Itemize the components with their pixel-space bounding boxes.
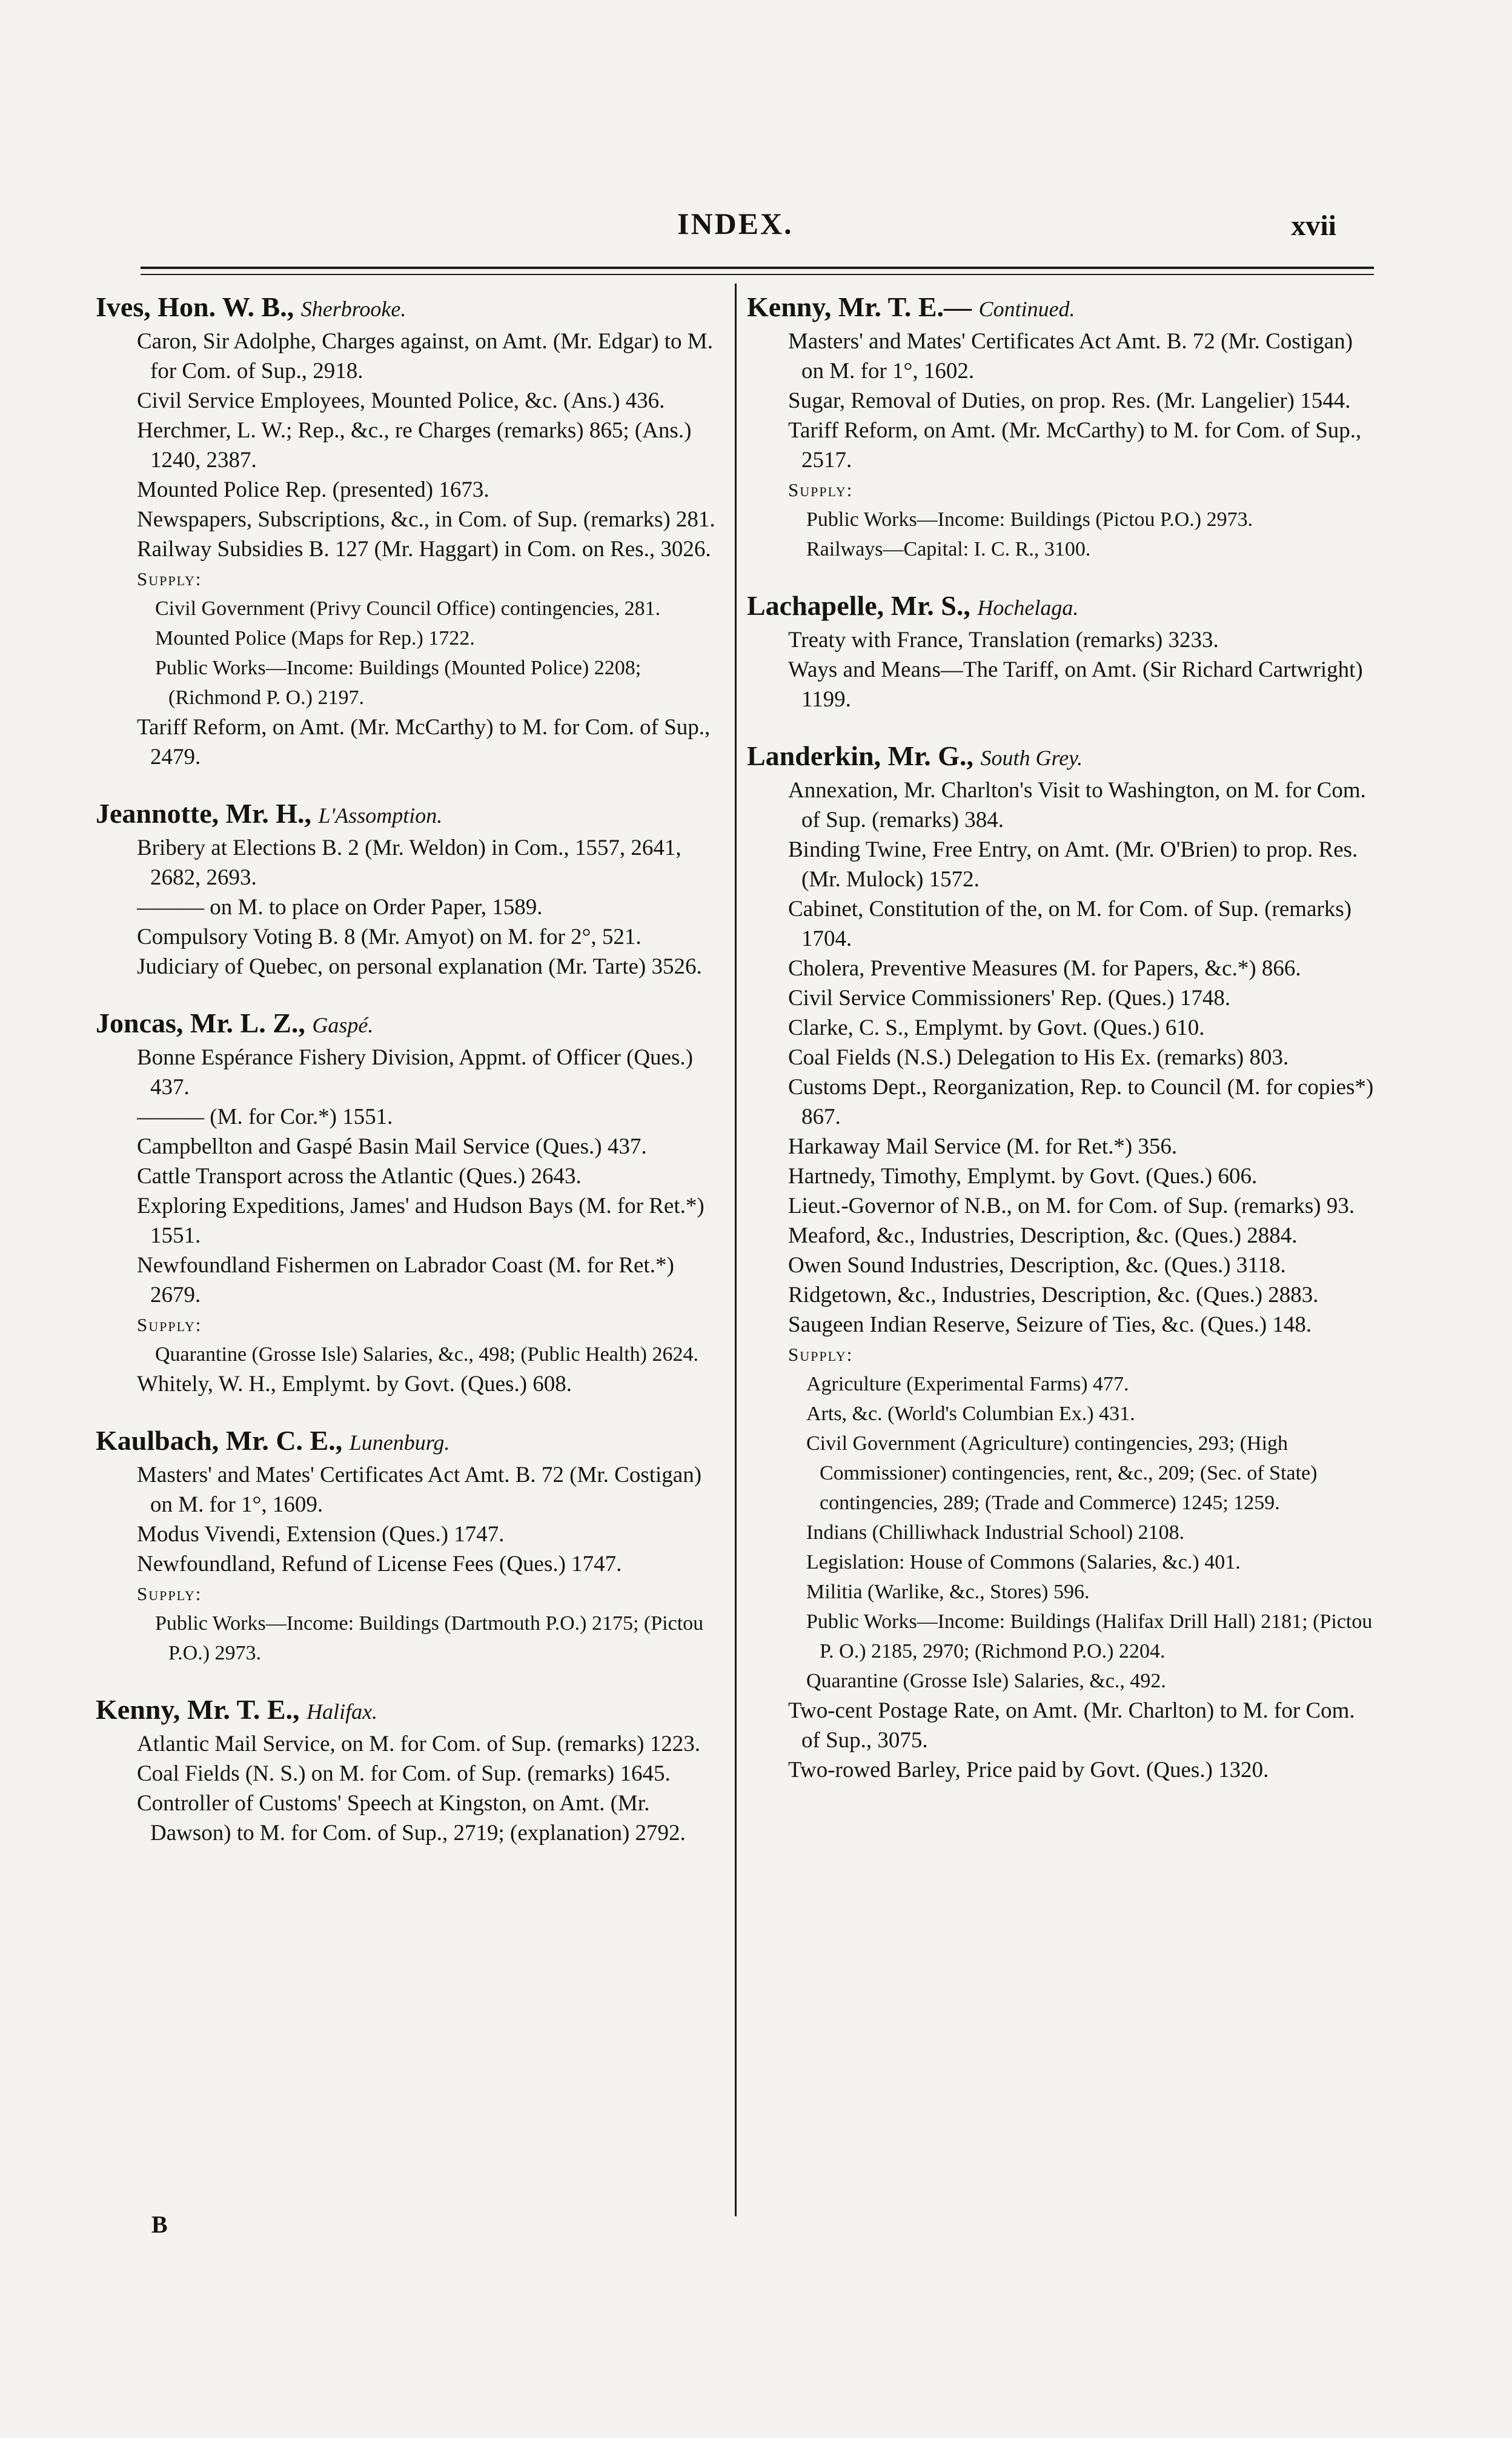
- supply-line: Mounted Police (Maps for Rep.) 1722.: [155, 627, 475, 649]
- index-entry: [96, 1423, 720, 1668]
- index-line: Newspapers, Subscriptions, &c., in Com. of Sup. (remarks) 281.: [137, 507, 715, 532]
- index-line: Saugeen Indian Reserve, Seizure of Ties, &c. (Ques.) 148.: [788, 1312, 1312, 1337]
- member-name: Kenny, Mr. T. E.,: [96, 1694, 307, 1725]
- page-title: INDEX.: [677, 207, 794, 241]
- supply-label: Supply:: [788, 1344, 854, 1365]
- index-line: Judiciary of Quebec, on personal explanation (Mr. Tarte) 3526.: [137, 954, 702, 979]
- index-line: Treaty with France, Translation (remarks) 3233.: [788, 628, 1219, 653]
- index-line: Whitely, W. H., Emplymt. by Govt. (Ques.) 608.: [137, 1372, 572, 1397]
- supply-line: Quarantine (Grosse Isle) Salaries, &c., 498; (Public Health) 2624.: [155, 1343, 698, 1366]
- left-column: [96, 290, 720, 1872]
- index-line: Atlantic Mail Service, on M. for Com. of Sup. (remarks) 1223.: [137, 1732, 700, 1756]
- index-line: Ridgetown, &c., Industries, Description, &c. (Ques.) 2883.: [788, 1283, 1319, 1307]
- index-line: Controller of Customs' Speech at Kingston, on Amt. (Mr. Dawson) to M. for Com. of Sup., 2719; (explanation) 2792.: [137, 1791, 686, 1845]
- entry-heading: [747, 739, 1377, 776]
- index-line: Campbellton and Gaspé Basin Mail Service (Ques.) 437.: [137, 1134, 647, 1159]
- member-name: Ives, Hon. W. B.,: [96, 291, 301, 322]
- column-divider: [735, 284, 737, 2216]
- index-line: Owen Sound Industries, Description, &c. (Ques.) 3118.: [788, 1253, 1286, 1278]
- index-line: Cattle Transport across the Atlantic (Ques.) 2643.: [137, 1164, 582, 1189]
- supply-line: Legislation: House of Commons (Salaries, &c.) 401.: [806, 1551, 1241, 1573]
- index-line: Binding Twine, Free Entry, on Amt. (Mr. O'Brien) to prop. Res. (Mr. Mulock) 1572.: [788, 837, 1358, 892]
- index-line: Railway Subsidies B. 127 (Mr. Haggart) in Com. on Res., 3026.: [137, 537, 711, 562]
- index-line: Bonne Espérance Fishery Division, Appmt. of Officer (Ques.) 437.: [137, 1045, 693, 1100]
- supply-line: Public Works—Income: Buildings (Dartmouth P.O.) 2175; (Pictou P.O.) 2973.: [155, 1612, 704, 1664]
- supply-label: Supply:: [137, 1314, 202, 1335]
- index-line: Ways and Means—The Tariff, on Amt. (Sir Richard Cartwright) 1199.: [788, 657, 1363, 712]
- index-line: Cabinet, Constitution of the, on M. for Com. of Sup. (remarks) 1704.: [788, 897, 1352, 951]
- index-line: Newfoundland, Refund of License Fees (Ques.) 1747.: [137, 1552, 622, 1576]
- member-name: Joncas, Mr. L. Z.,: [96, 1008, 313, 1038]
- supply-line: Agriculture (Experimental Farms) 477.: [806, 1373, 1129, 1395]
- member-name: Kaulbach, Mr. C. E.,: [96, 1425, 350, 1456]
- index-line: Compulsory Voting B. 8 (Mr. Amyot) on M. for 2°, 521.: [137, 925, 642, 949]
- entry-heading: [96, 1423, 720, 1460]
- index-line: Caron, Sir Adolphe, Charges against, on Amt. (Mr. Edgar) to M. for Com. of Sup., 2918.: [137, 329, 713, 384]
- entry-heading: [96, 290, 720, 327]
- constituency: Hochelaga.: [977, 596, 1079, 620]
- supply-line: Indians (Chilliwhack Industrial School) 2108.: [806, 1521, 1185, 1544]
- index-line: Annexation, Mr. Charlton's Visit to Washington, on M. for Com. of Sup. (remarks) 384.: [788, 778, 1366, 832]
- index-line: Coal Fields (N.S.) Delegation to His Ex. (remarks) 803.: [788, 1045, 1289, 1070]
- entry-heading: [747, 290, 1377, 327]
- index-line: Two-rowed Barley, Price paid by Govt. (Ques.) 1320.: [788, 1758, 1269, 1782]
- index-line: Modus Vivendi, Extension (Ques.) 1747.: [137, 1522, 505, 1547]
- index-line: Tariff Reform, on Amt. (Mr. McCarthy) to M. for Com. of Sup., 2517.: [788, 418, 1362, 473]
- index-line: Masters' and Mates' Certificates Act Amt. B. 72 (Mr. Costigan) on M. for 1°, 1602.: [788, 329, 1353, 384]
- entry-heading: [96, 1692, 720, 1729]
- index-line: Newfoundland Fishermen on Labrador Coast (M. for Ret.*) 2679.: [137, 1253, 674, 1307]
- supply-line: Civil Government (Privy Council Office) contingencies, 281.: [155, 597, 661, 620]
- index-line: Customs Dept., Reorganization, Rep. to Council (M. for copies*) 867.: [788, 1075, 1374, 1129]
- index-line: Harkaway Mail Service (M. for Ret.*) 356.: [788, 1134, 1178, 1159]
- index-entry: [747, 588, 1377, 714]
- supply-line: Quarantine (Grosse Isle) Salaries, &c., 492.: [806, 1670, 1166, 1692]
- member-name: Landerkin, Mr. G.,: [747, 740, 981, 771]
- header-rule-top: [141, 267, 1374, 269]
- index-line: Clarke, C. S., Emplymt. by Govt. (Ques.) 610.: [788, 1015, 1205, 1040]
- member-name: Kenny, Mr. T. E.—: [747, 291, 979, 322]
- constituency: South Grey.: [980, 746, 1083, 770]
- index-line: Masters' and Mates' Certificates Act Amt. B. 72 (Mr. Costigan) on M. for 1°, 1609.: [137, 1463, 702, 1517]
- constituency: Gaspé.: [312, 1013, 374, 1037]
- index-line: Sugar, Removal of Duties, on prop. Res. (Mr. Langelier) 1544.: [788, 388, 1351, 413]
- index-line: Bribery at Elections B. 2 (Mr. Weldon) in Com., 1557, 2641, 2682, 2693.: [137, 835, 681, 890]
- index-entry: [96, 290, 720, 772]
- entry-heading: [96, 1006, 720, 1043]
- index-line: ——— on M. to place on Order Paper, 1589.: [137, 895, 543, 920]
- index-entry: [96, 796, 720, 982]
- right-column: [747, 290, 1377, 1809]
- index-line: Cholera, Preventive Measures (M. for Papers, &c.*) 866.: [788, 956, 1301, 981]
- index-line: Exploring Expeditions, James' and Hudson Bays (M. for Ret.*) 1551.: [137, 1194, 705, 1248]
- supply-line: Arts, &c. (World's Columbian Ex.) 431.: [806, 1403, 1135, 1425]
- entry-heading: [747, 588, 1377, 625]
- index-line: ——— (M. for Cor.*) 1551.: [137, 1104, 393, 1129]
- index-line: Two-cent Postage Rate, on Amt. (Mr. Charlton) to M. for Com. of Sup., 3075.: [788, 1698, 1355, 1753]
- constituency: Sherbrooke.: [300, 297, 406, 321]
- supply-label: Supply:: [788, 479, 854, 500]
- supply-label: Supply:: [137, 1583, 202, 1604]
- index-line: Civil Service Commissioners' Rep. (Ques.) 1748.: [788, 986, 1231, 1011]
- index-entry: [747, 290, 1377, 564]
- index-entry: [96, 1006, 720, 1399]
- supply-line: Railways—Capital: I. C. R., 3100.: [806, 538, 1091, 560]
- constituency: L'Assomption.: [318, 803, 443, 828]
- entry-heading: [96, 796, 720, 833]
- constituency: Continued.: [978, 297, 1075, 321]
- supply-line: Public Works—Income: Buildings (Mounted Police) 2208; (Richmond P. O.) 2197.: [155, 657, 642, 709]
- member-name: Lachapelle, Mr. S.,: [747, 590, 978, 621]
- index-line: Mounted Police Rep. (presented) 1673.: [137, 477, 489, 502]
- index-line: Lieut.-Governor of N.B., on M. for Com. of Sup. (remarks) 93.: [788, 1194, 1355, 1218]
- supply-line: Civil Government (Agriculture) contingencies, 293; (High Commissioner) contingencies, rent, &c., 209; (Sec. of State) contingencies, 289; (Trade and Commerce) 1245; 1259.: [806, 1432, 1318, 1514]
- page-number: xvii: [1291, 210, 1336, 242]
- supply-line: Public Works—Income: Buildings (Halifax Drill Hall) 2181; (Pictou P. O.) 2185, 2970; (Richmond P.O.) 2204.: [806, 1610, 1373, 1662]
- index-line: Civil Service Employees, Mounted Police, &c. (Ans.) 436.: [137, 388, 665, 413]
- index-entry: [96, 1692, 720, 1848]
- index-line: Tariff Reform, on Amt. (Mr. McCarthy) to M. for Com. of Sup., 2479.: [137, 715, 711, 769]
- index-line: Hartnedy, Timothy, Emplymt. by Govt. (Ques.) 606.: [788, 1164, 1258, 1189]
- header-rule-bottom: [141, 274, 1374, 275]
- index-line: Meaford, &c., Industries, Description, &c. (Ques.) 2884.: [788, 1223, 1298, 1248]
- signature-mark: B: [151, 2211, 168, 2238]
- index-line: Coal Fields (N. S.) on M. for Com. of Sup. (remarks) 1645.: [137, 1761, 671, 1786]
- constituency: Lunenburg.: [349, 1430, 450, 1455]
- member-name: Jeannotte, Mr. H.,: [96, 798, 319, 829]
- supply-line: Public Works—Income: Buildings (Pictou P.O.) 2973.: [806, 508, 1253, 531]
- supply-line: Militia (Warlike, &c., Stores) 596.: [806, 1581, 1090, 1603]
- supply-label: Supply:: [137, 568, 202, 590]
- constituency: Halifax.: [307, 1699, 378, 1724]
- index-line: Herchmer, L. W.; Rep., &c., re Charges (remarks) 865; (Ans.) 1240, 2387.: [137, 418, 692, 473]
- index-entry: [747, 739, 1377, 1785]
